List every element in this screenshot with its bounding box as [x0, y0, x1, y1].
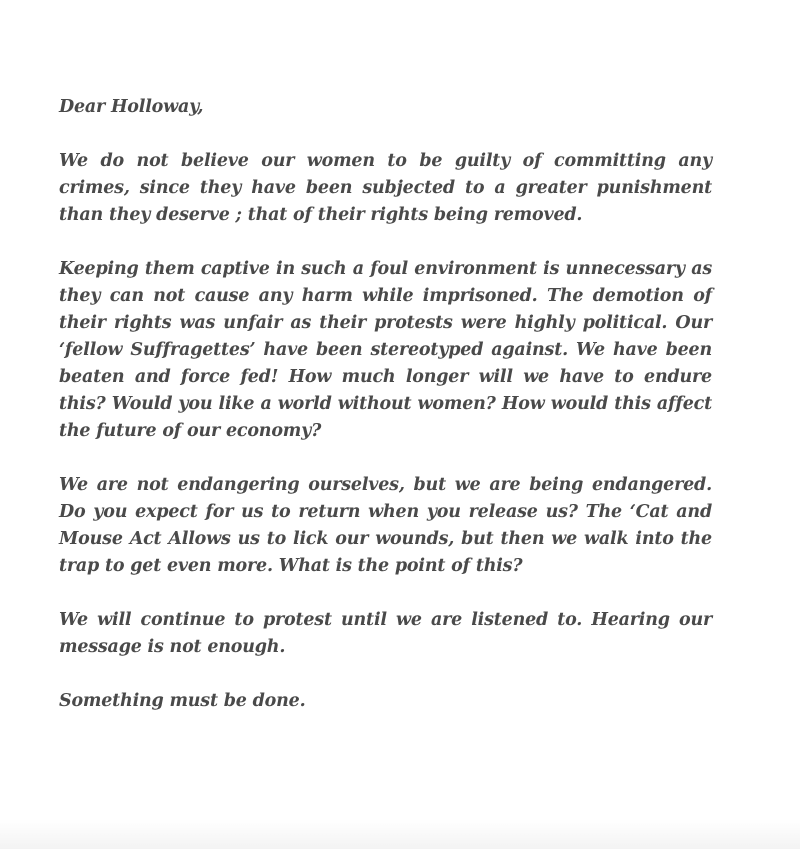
salutation: Dear Holloway,: [59, 97, 204, 117]
paragraph-1: We do not believe our women to be guilty of committing any crimes, since they have been subjected to a greater punishment than they deserve ; that of their rights being removed.: [59, 151, 712, 225]
letter-body: [59, 94, 712, 715]
paragraph-4: We will continue to protest until we are listened to. Hearing our message is not enough.: [59, 610, 712, 657]
paragraph-2: Keeping them captive in such a foul environment is unnecessary as they can not cause any harm while imprisoned. The demotion of their rights was unfair as their protests were highly political. Our ‘fellow Suffragettes’ have been stereotyped against. We have been beaten and force fed! How much longer will we have to endure this? Would you like a world without women? How would this affect the future of our economy?: [59, 259, 712, 441]
closing-line: Something must be done.: [59, 691, 306, 711]
paragraph-3: We are not endangering ourselves, but we are being endangered. Do you expect for us to return when you release us? The ‘Cat and Mouse Act Allows us to lick our wounds, but then we walk into the trap to get even more. What is the point of this?: [59, 475, 712, 576]
page-bottom-shadow: [0, 819, 800, 849]
